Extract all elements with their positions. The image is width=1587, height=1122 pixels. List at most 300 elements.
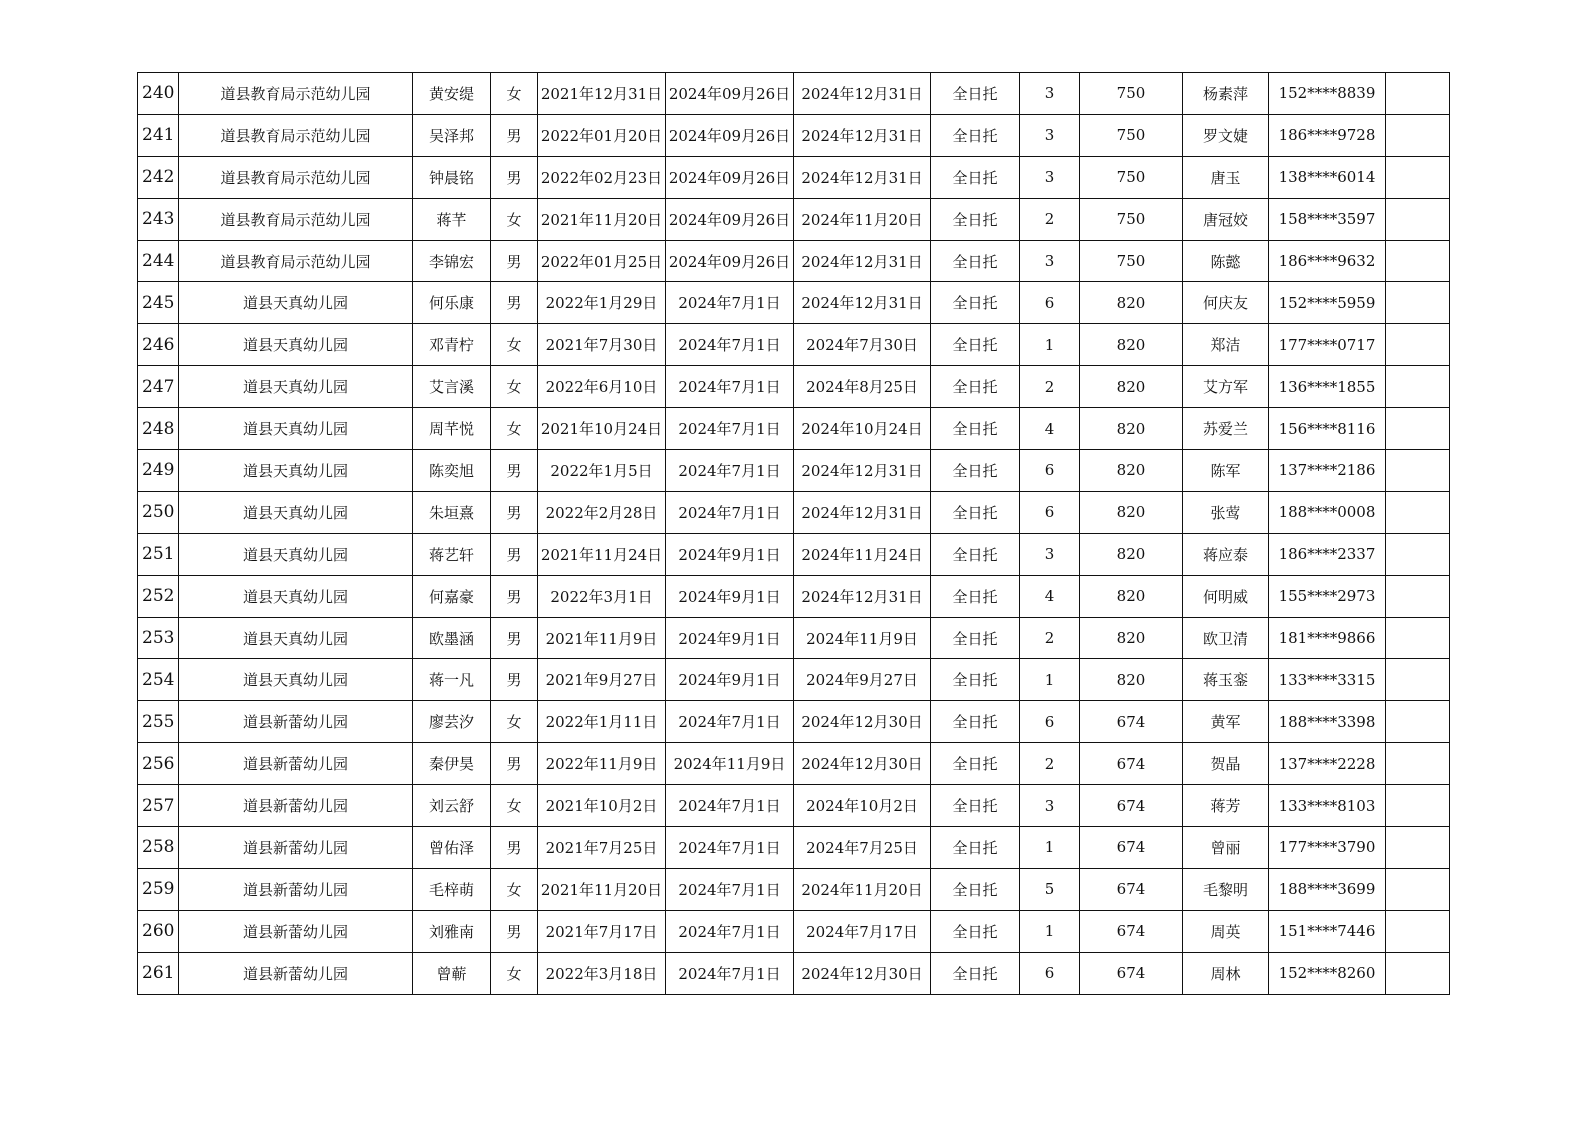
cell-guardian: 唐玉 (1183, 156, 1269, 198)
cell-gender: 男 (491, 114, 538, 156)
cell-end-date: 2024年11月24日 (794, 533, 931, 575)
cell-child-name: 李锦宏 (413, 240, 491, 282)
cell-amount: 750 (1080, 198, 1183, 240)
cell-gender: 女 (491, 198, 538, 240)
cell-end-date: 2024年7月17日 (794, 910, 931, 952)
cell-start-date: 2024年7月1日 (666, 282, 794, 324)
cell-kindergarten: 道县新蕾幼儿园 (179, 827, 413, 869)
cell-guardian: 欧卫清 (1183, 617, 1269, 659)
cell-guardian: 罗文婕 (1183, 114, 1269, 156)
table-row (138, 408, 1450, 450)
cell-no: 251 (138, 533, 179, 575)
table-row (138, 743, 1450, 785)
cell-kindergarten: 道县天真幼儿园 (179, 575, 413, 617)
cell-no: 259 (138, 868, 179, 910)
cell-end-date: 2024年11月9日 (794, 617, 931, 659)
cell-gender: 男 (491, 659, 538, 701)
cell-amount: 750 (1080, 114, 1183, 156)
cell-end-date: 2024年10月24日 (794, 408, 931, 450)
cell-start-date: 2024年09月26日 (666, 198, 794, 240)
table-row (138, 659, 1450, 701)
cell-remark (1386, 450, 1450, 492)
table-row (138, 282, 1450, 324)
cell-remark (1386, 282, 1450, 324)
cell-amount: 674 (1080, 910, 1183, 952)
cell-no: 256 (138, 743, 179, 785)
table-row (138, 450, 1450, 492)
cell-no: 254 (138, 659, 179, 701)
cell-phone: 186****9632 (1269, 240, 1386, 282)
cell-birth-date: 2022年11月9日 (538, 743, 666, 785)
cell-start-date: 2024年11月9日 (666, 743, 794, 785)
cell-child-name: 刘雅南 (413, 910, 491, 952)
cell-amount: 674 (1080, 785, 1183, 827)
cell-kindergarten: 道县新蕾幼儿园 (179, 743, 413, 785)
cell-gender: 女 (491, 73, 538, 115)
cell-no: 250 (138, 491, 179, 533)
cell-guardian: 贺晶 (1183, 743, 1269, 785)
cell-no: 242 (138, 156, 179, 198)
cell-months: 1 (1020, 827, 1080, 869)
cell-phone: 188****0008 (1269, 491, 1386, 533)
cell-care-type: 全日托 (931, 491, 1020, 533)
cell-kindergarten: 道县新蕾幼儿园 (179, 785, 413, 827)
cell-months: 3 (1020, 533, 1080, 575)
table-row (138, 491, 1450, 533)
cell-amount: 674 (1080, 743, 1183, 785)
cell-end-date: 2024年12月31日 (794, 114, 931, 156)
cell-phone: 152****8260 (1269, 952, 1386, 994)
table-row (138, 617, 1450, 659)
cell-child-name: 邓青柠 (413, 324, 491, 366)
cell-no: 258 (138, 827, 179, 869)
table-row (138, 198, 1450, 240)
cell-kindergarten: 道县天真幼儿园 (179, 282, 413, 324)
cell-guardian: 陈军 (1183, 450, 1269, 492)
cell-child-name: 陈奕旭 (413, 450, 491, 492)
cell-gender: 男 (491, 156, 538, 198)
cell-birth-date: 2021年12月31日 (538, 73, 666, 115)
cell-months: 6 (1020, 952, 1080, 994)
subsidy-table (137, 72, 1450, 995)
cell-guardian: 蒋应泰 (1183, 533, 1269, 575)
cell-start-date: 2024年7月1日 (666, 366, 794, 408)
cell-care-type: 全日托 (931, 408, 1020, 450)
cell-care-type: 全日托 (931, 701, 1020, 743)
cell-start-date: 2024年9月1日 (666, 575, 794, 617)
cell-end-date: 2024年12月31日 (794, 282, 931, 324)
cell-months: 3 (1020, 240, 1080, 282)
cell-care-type: 全日托 (931, 785, 1020, 827)
cell-months: 6 (1020, 491, 1080, 533)
cell-guardian: 郑洁 (1183, 324, 1269, 366)
cell-no: 248 (138, 408, 179, 450)
cell-months: 2 (1020, 743, 1080, 785)
cell-start-date: 2024年7月1日 (666, 868, 794, 910)
cell-child-name: 蒋艺轩 (413, 533, 491, 575)
cell-end-date: 2024年10月2日 (794, 785, 931, 827)
cell-guardian: 苏爱兰 (1183, 408, 1269, 450)
cell-birth-date: 2022年1月29日 (538, 282, 666, 324)
cell-end-date: 2024年12月31日 (794, 450, 931, 492)
cell-birth-date: 2022年3月18日 (538, 952, 666, 994)
cell-gender: 女 (491, 366, 538, 408)
cell-kindergarten: 道县新蕾幼儿园 (179, 910, 413, 952)
cell-guardian: 蒋芳 (1183, 785, 1269, 827)
cell-kindergarten: 道县新蕾幼儿园 (179, 952, 413, 994)
cell-no: 245 (138, 282, 179, 324)
cell-months: 3 (1020, 114, 1080, 156)
cell-remark (1386, 198, 1450, 240)
cell-months: 5 (1020, 868, 1080, 910)
cell-end-date: 2024年7月30日 (794, 324, 931, 366)
cell-end-date: 2024年12月31日 (794, 240, 931, 282)
cell-care-type: 全日托 (931, 240, 1020, 282)
cell-remark (1386, 910, 1450, 952)
cell-care-type: 全日托 (931, 324, 1020, 366)
cell-kindergarten: 道县教育局示范幼儿园 (179, 156, 413, 198)
cell-remark (1386, 659, 1450, 701)
cell-months: 2 (1020, 198, 1080, 240)
cell-remark (1386, 366, 1450, 408)
cell-start-date: 2024年09月26日 (666, 240, 794, 282)
cell-kindergarten: 道县天真幼儿园 (179, 450, 413, 492)
cell-birth-date: 2021年7月25日 (538, 827, 666, 869)
cell-care-type: 全日托 (931, 743, 1020, 785)
cell-care-type: 全日托 (931, 282, 1020, 324)
cell-amount: 820 (1080, 408, 1183, 450)
cell-care-type: 全日托 (931, 910, 1020, 952)
cell-birth-date: 2022年01月20日 (538, 114, 666, 156)
cell-birth-date: 2021年9月27日 (538, 659, 666, 701)
cell-gender: 女 (491, 701, 538, 743)
cell-end-date: 2024年7月25日 (794, 827, 931, 869)
cell-amount: 674 (1080, 952, 1183, 994)
cell-child-name: 朱垣熹 (413, 491, 491, 533)
cell-birth-date: 2022年01月25日 (538, 240, 666, 282)
cell-amount: 674 (1080, 827, 1183, 869)
cell-care-type: 全日托 (931, 868, 1020, 910)
cell-birth-date: 2021年11月24日 (538, 533, 666, 575)
cell-amount: 820 (1080, 659, 1183, 701)
cell-gender: 女 (491, 408, 538, 450)
cell-phone: 181****9866 (1269, 617, 1386, 659)
cell-gender: 男 (491, 575, 538, 617)
cell-child-name: 黄安缇 (413, 73, 491, 115)
cell-end-date: 2024年12月30日 (794, 743, 931, 785)
cell-months: 6 (1020, 282, 1080, 324)
cell-end-date: 2024年11月20日 (794, 198, 931, 240)
cell-remark (1386, 785, 1450, 827)
cell-remark (1386, 73, 1450, 115)
cell-start-date: 2024年9月1日 (666, 533, 794, 575)
cell-child-name: 吴泽邦 (413, 114, 491, 156)
cell-phone: 151****7446 (1269, 910, 1386, 952)
cell-guardian: 唐冠姣 (1183, 198, 1269, 240)
cell-amount: 820 (1080, 324, 1183, 366)
cell-child-name: 廖芸汐 (413, 701, 491, 743)
cell-kindergarten: 道县天真幼儿园 (179, 617, 413, 659)
cell-guardian: 周英 (1183, 910, 1269, 952)
cell-guardian: 张莺 (1183, 491, 1269, 533)
cell-amount: 750 (1080, 156, 1183, 198)
cell-kindergarten: 道县天真幼儿园 (179, 659, 413, 701)
cell-start-date: 2024年7月1日 (666, 408, 794, 450)
table-row (138, 73, 1450, 115)
cell-child-name: 何嘉豪 (413, 575, 491, 617)
table-row (138, 240, 1450, 282)
cell-care-type: 全日托 (931, 533, 1020, 575)
cell-care-type: 全日托 (931, 366, 1020, 408)
cell-no: 257 (138, 785, 179, 827)
cell-phone: 177****0717 (1269, 324, 1386, 366)
cell-no: 244 (138, 240, 179, 282)
cell-remark (1386, 408, 1450, 450)
cell-care-type: 全日托 (931, 450, 1020, 492)
cell-months: 6 (1020, 450, 1080, 492)
table-row (138, 910, 1450, 952)
cell-child-name: 刘云舒 (413, 785, 491, 827)
cell-no: 243 (138, 198, 179, 240)
cell-guardian: 毛黎明 (1183, 868, 1269, 910)
cell-gender: 男 (491, 491, 538, 533)
cell-birth-date: 2022年6月10日 (538, 366, 666, 408)
cell-phone: 137****2186 (1269, 450, 1386, 492)
table-row (138, 114, 1450, 156)
cell-start-date: 2024年7月1日 (666, 701, 794, 743)
cell-phone: 155****2973 (1269, 575, 1386, 617)
cell-months: 4 (1020, 408, 1080, 450)
cell-phone: 158****3597 (1269, 198, 1386, 240)
cell-kindergarten: 道县天真幼儿园 (179, 408, 413, 450)
cell-care-type: 全日托 (931, 198, 1020, 240)
cell-amount: 820 (1080, 575, 1183, 617)
cell-gender: 男 (491, 827, 538, 869)
cell-remark (1386, 240, 1450, 282)
cell-kindergarten: 道县天真幼儿园 (179, 324, 413, 366)
cell-remark (1386, 701, 1450, 743)
cell-kindergarten: 道县新蕾幼儿园 (179, 868, 413, 910)
cell-no: 247 (138, 366, 179, 408)
cell-months: 4 (1020, 575, 1080, 617)
cell-birth-date: 2021年10月2日 (538, 785, 666, 827)
cell-start-date: 2024年9月1日 (666, 617, 794, 659)
table-row (138, 533, 1450, 575)
cell-no: 261 (138, 952, 179, 994)
cell-kindergarten: 道县教育局示范幼儿园 (179, 73, 413, 115)
cell-months: 2 (1020, 366, 1080, 408)
cell-amount: 674 (1080, 701, 1183, 743)
cell-months: 3 (1020, 156, 1080, 198)
cell-start-date: 2024年09月26日 (666, 73, 794, 115)
cell-guardian: 曾丽 (1183, 827, 1269, 869)
cell-kindergarten: 道县教育局示范幼儿园 (179, 240, 413, 282)
cell-amount: 750 (1080, 240, 1183, 282)
cell-care-type: 全日托 (931, 73, 1020, 115)
cell-start-date: 2024年7月1日 (666, 952, 794, 994)
table-row (138, 324, 1450, 366)
cell-guardian: 杨素萍 (1183, 73, 1269, 115)
cell-kindergarten: 道县天真幼儿园 (179, 491, 413, 533)
cell-child-name: 艾言溪 (413, 366, 491, 408)
cell-child-name: 欧墨涵 (413, 617, 491, 659)
cell-gender: 女 (491, 952, 538, 994)
table-row (138, 156, 1450, 198)
cell-amount: 750 (1080, 73, 1183, 115)
cell-guardian: 黄军 (1183, 701, 1269, 743)
cell-months: 1 (1020, 659, 1080, 701)
cell-amount: 820 (1080, 491, 1183, 533)
cell-start-date: 2024年09月26日 (666, 156, 794, 198)
cell-child-name: 曾佑泽 (413, 827, 491, 869)
cell-care-type: 全日托 (931, 156, 1020, 198)
cell-months: 3 (1020, 73, 1080, 115)
cell-phone: 152****5959 (1269, 282, 1386, 324)
cell-birth-date: 2022年2月28日 (538, 491, 666, 533)
cell-child-name: 秦伊昊 (413, 743, 491, 785)
table-row (138, 366, 1450, 408)
cell-no: 252 (138, 575, 179, 617)
cell-months: 3 (1020, 785, 1080, 827)
cell-child-name: 周芊悦 (413, 408, 491, 450)
cell-remark (1386, 952, 1450, 994)
cell-remark (1386, 491, 1450, 533)
cell-birth-date: 2022年1月11日 (538, 701, 666, 743)
cell-birth-date: 2021年11月9日 (538, 617, 666, 659)
cell-kindergarten: 道县教育局示范幼儿园 (179, 198, 413, 240)
cell-gender: 男 (491, 910, 538, 952)
cell-end-date: 2024年11月20日 (794, 868, 931, 910)
table-row (138, 701, 1450, 743)
cell-no: 241 (138, 114, 179, 156)
cell-amount: 820 (1080, 282, 1183, 324)
cell-months: 1 (1020, 324, 1080, 366)
cell-guardian: 陈懿 (1183, 240, 1269, 282)
cell-child-name: 蒋一凡 (413, 659, 491, 701)
table-row (138, 827, 1450, 869)
cell-child-name: 曾蕲 (413, 952, 491, 994)
cell-remark (1386, 324, 1450, 366)
cell-no: 249 (138, 450, 179, 492)
cell-birth-date: 2021年7月30日 (538, 324, 666, 366)
cell-phone: 136****1855 (1269, 366, 1386, 408)
cell-phone: 188****3699 (1269, 868, 1386, 910)
cell-birth-date: 2022年3月1日 (538, 575, 666, 617)
cell-care-type: 全日托 (931, 952, 1020, 994)
cell-phone: 186****2337 (1269, 533, 1386, 575)
cell-phone: 152****8839 (1269, 73, 1386, 115)
cell-guardian: 何庆友 (1183, 282, 1269, 324)
cell-remark (1386, 868, 1450, 910)
cell-no: 246 (138, 324, 179, 366)
cell-end-date: 2024年12月31日 (794, 73, 931, 115)
cell-gender: 女 (491, 324, 538, 366)
cell-kindergarten: 道县天真幼儿园 (179, 533, 413, 575)
cell-child-name: 毛梓萌 (413, 868, 491, 910)
cell-care-type: 全日托 (931, 659, 1020, 701)
cell-care-type: 全日托 (931, 114, 1020, 156)
cell-end-date: 2024年12月31日 (794, 491, 931, 533)
cell-no: 240 (138, 73, 179, 115)
cell-guardian: 何明威 (1183, 575, 1269, 617)
cell-birth-date: 2022年02月23日 (538, 156, 666, 198)
cell-care-type: 全日托 (931, 575, 1020, 617)
cell-birth-date: 2021年7月17日 (538, 910, 666, 952)
cell-phone: 138****6014 (1269, 156, 1386, 198)
cell-child-name: 何乐康 (413, 282, 491, 324)
table-row (138, 575, 1450, 617)
cell-kindergarten: 道县新蕾幼儿园 (179, 701, 413, 743)
cell-gender: 男 (491, 450, 538, 492)
cell-remark (1386, 575, 1450, 617)
cell-end-date: 2024年12月30日 (794, 952, 931, 994)
cell-end-date: 2024年12月31日 (794, 156, 931, 198)
cell-phone: 177****3790 (1269, 827, 1386, 869)
cell-months: 1 (1020, 910, 1080, 952)
cell-end-date: 2024年9月27日 (794, 659, 931, 701)
cell-care-type: 全日托 (931, 617, 1020, 659)
cell-birth-date: 2022年1月5日 (538, 450, 666, 492)
cell-start-date: 2024年09月26日 (666, 114, 794, 156)
cell-child-name: 钟晨铭 (413, 156, 491, 198)
cell-start-date: 2024年7月1日 (666, 785, 794, 827)
cell-months: 2 (1020, 617, 1080, 659)
cell-gender: 男 (491, 533, 538, 575)
cell-gender: 男 (491, 282, 538, 324)
cell-gender: 男 (491, 240, 538, 282)
cell-gender: 男 (491, 743, 538, 785)
cell-phone: 156****8116 (1269, 408, 1386, 450)
cell-phone: 186****9728 (1269, 114, 1386, 156)
table-row (138, 868, 1450, 910)
cell-kindergarten: 道县教育局示范幼儿园 (179, 114, 413, 156)
cell-end-date: 2024年8月25日 (794, 366, 931, 408)
cell-gender: 女 (491, 785, 538, 827)
cell-phone: 188****3398 (1269, 701, 1386, 743)
cell-remark (1386, 156, 1450, 198)
cell-amount: 820 (1080, 533, 1183, 575)
cell-amount: 820 (1080, 450, 1183, 492)
cell-amount: 820 (1080, 617, 1183, 659)
cell-birth-date: 2021年11月20日 (538, 198, 666, 240)
cell-amount: 674 (1080, 868, 1183, 910)
cell-phone: 133****3315 (1269, 659, 1386, 701)
cell-remark (1386, 617, 1450, 659)
cell-start-date: 2024年7月1日 (666, 827, 794, 869)
cell-care-type: 全日托 (931, 827, 1020, 869)
cell-start-date: 2024年7月1日 (666, 324, 794, 366)
cell-gender: 女 (491, 868, 538, 910)
table-row (138, 785, 1450, 827)
cell-end-date: 2024年12月31日 (794, 575, 931, 617)
cell-gender: 男 (491, 617, 538, 659)
cell-kindergarten: 道县天真幼儿园 (179, 366, 413, 408)
cell-guardian: 蒋玉銮 (1183, 659, 1269, 701)
cell-no: 255 (138, 701, 179, 743)
cell-no: 260 (138, 910, 179, 952)
cell-child-name: 蒋芊 (413, 198, 491, 240)
cell-start-date: 2024年7月1日 (666, 910, 794, 952)
cell-amount: 820 (1080, 366, 1183, 408)
cell-remark (1386, 533, 1450, 575)
cell-remark (1386, 114, 1450, 156)
cell-guardian: 艾方军 (1183, 366, 1269, 408)
cell-no: 253 (138, 617, 179, 659)
cell-phone: 137****2228 (1269, 743, 1386, 785)
cell-phone: 133****8103 (1269, 785, 1386, 827)
cell-start-date: 2024年7月1日 (666, 450, 794, 492)
cell-remark (1386, 827, 1450, 869)
